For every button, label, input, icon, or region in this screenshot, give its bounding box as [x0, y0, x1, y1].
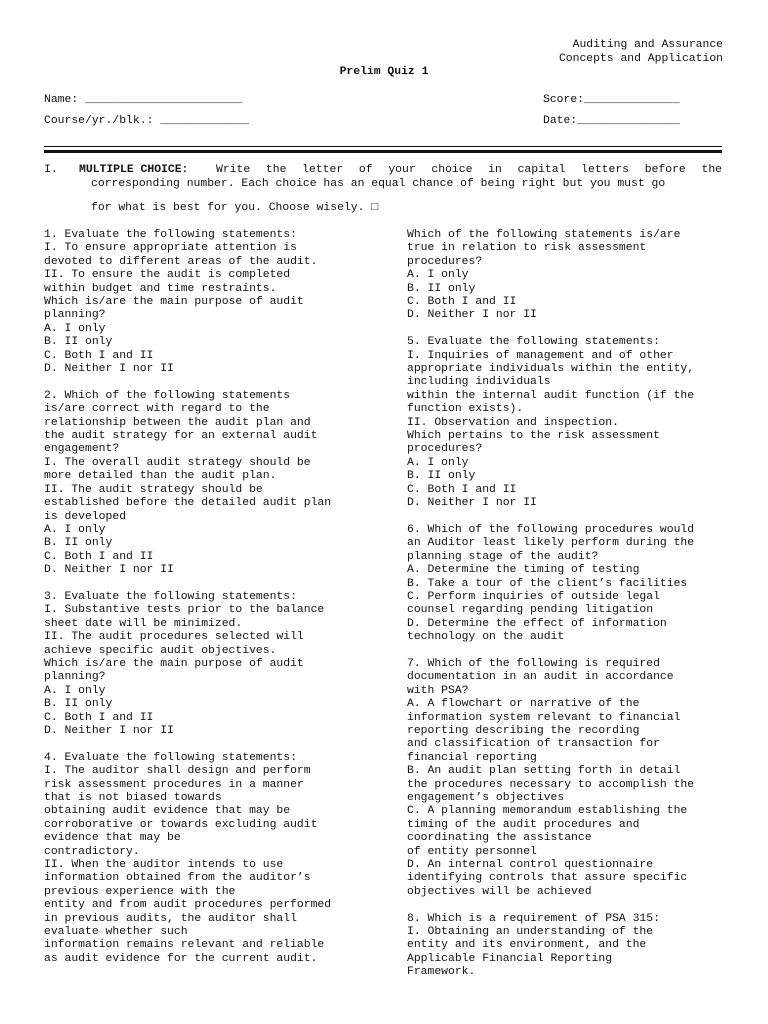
question-line: engagement? [44, 443, 120, 456]
question-line: C. A planning memorandum establishing the [407, 805, 688, 818]
name-field: Name: _______________________ [44, 94, 243, 106]
question-line: procedures? [407, 443, 483, 456]
question-line: and classification of transaction for [407, 738, 660, 751]
question-line: evidence that may be [44, 832, 181, 845]
question-line: as audit evidence for the current audit. [44, 952, 318, 965]
question-line: counsel regarding pending litigation [407, 604, 654, 617]
question-line: in previous audits, the auditor shall [44, 912, 297, 925]
question-line: information obtained from the auditor’s [44, 872, 311, 885]
question-line: true in relation to risk assessment [407, 242, 647, 255]
question-line: achieve specific audit objectives. [44, 644, 277, 657]
question-block [44, 390, 389, 578]
question-line: D. Determine the effect of information [407, 617, 667, 630]
question-line: planning? [44, 309, 106, 322]
question-line: B. II only [44, 698, 113, 711]
question-line: technology on the audit [407, 631, 565, 644]
question-line: the audit strategy for an external audit [44, 430, 318, 443]
question-line: reporting describing the recording [407, 724, 640, 737]
question-line: I. The auditor shall design and perform [44, 765, 311, 778]
question-line: is developed [44, 510, 127, 523]
question-line: B. II only [407, 470, 476, 483]
question-line: engagement’s objectives [407, 792, 565, 805]
question-line: II. When the auditor intends to use [44, 859, 284, 872]
question-line: C. Both I and II [407, 296, 517, 309]
question-line: A. I only [44, 322, 106, 335]
question-line: more detailed than the audit plan. [44, 470, 277, 483]
question-line: appropriate individuals within the entity, [407, 363, 695, 376]
question-line: identifying controls that assure specific [407, 872, 688, 885]
question-line: devoted to different areas of the audit. [44, 255, 318, 268]
question-line: II. The audit strategy should be [44, 483, 263, 496]
question-line: D. An internal control questionnaire [407, 859, 654, 872]
question-line: A. Determine the timing of testing [407, 564, 640, 577]
question-line: documentation in an audit in accordance [407, 671, 674, 684]
question-line: I. Inquiries of management and of other [407, 349, 674, 362]
question-line: II. Observation and inspection. [407, 416, 619, 429]
course-field: Course/yr./blk.: _____________ [44, 115, 250, 127]
question-line: Which pertains to the risk assessment [407, 430, 660, 443]
question-line: C. Perform inquiries of outside legal [407, 590, 660, 603]
question-line: A. A flowchart or narrative of the [407, 698, 640, 711]
question-line: B. An audit plan setting forth in detail [407, 765, 681, 778]
question-line: B. II only [407, 282, 476, 295]
question-line: I. Substantive tests prior to the balance [44, 604, 325, 617]
question-line: C. Both I and II [44, 711, 154, 724]
question-line: II. To ensure the audit is completed [44, 269, 291, 282]
question-line: 5. Evaluate the following statements: [407, 336, 660, 349]
question-line: D. Neither I nor II [407, 497, 537, 510]
question-line: A. I only [407, 269, 469, 282]
section-heading: MULTIPLE CHOICE: [79, 164, 189, 176]
score-field: Score:______________ [543, 94, 680, 106]
question-line: II. The audit procedures selected will [44, 631, 304, 644]
question-block [44, 591, 389, 738]
question-line: obtaining audit evidence that may be [44, 805, 291, 818]
question-line: risk assessment procedures in a manner [44, 778, 304, 791]
question-line: B. Take a tour of the client’s facilities [407, 577, 688, 590]
question-line: corroborative or towards excluding audit [44, 818, 318, 831]
question-line: evaluate whether such [44, 926, 188, 939]
question-line: 3. Evaluate the following statements: [44, 590, 297, 603]
question-line: D. Neither I nor II [44, 725, 174, 737]
question-line: B. II only [44, 537, 113, 550]
question-line: established before the detailed audit plan [44, 497, 332, 510]
divider-thick [44, 150, 722, 153]
question-line: entity and its environment, and the [407, 939, 647, 952]
question-line: timing of the audit procedures and [407, 818, 640, 831]
question-line: A. I only [44, 684, 106, 697]
question-line: entity and from audit procedures performed [44, 899, 332, 912]
question-line: the procedures necessary to accomplish the [407, 778, 695, 791]
question-line: Which of the following statements is/are [407, 229, 681, 241]
question-line: procedures? [407, 255, 483, 268]
question-line: within the internal audit function (if the [407, 389, 695, 402]
question-line: planning stage of the audit? [407, 550, 599, 563]
question-block [407, 658, 727, 899]
question-line: Which is/are the main purpose of audit [44, 657, 304, 670]
question-line: of entity personnel [407, 845, 537, 858]
question-line: previous experience with the [44, 885, 236, 898]
question-line: planning? [44, 671, 106, 684]
question-line: coordinating the assistance [407, 832, 592, 845]
question-block [44, 752, 389, 967]
question-line: Which is/are the main purpose of audit [44, 296, 304, 309]
question-line: is/are correct with regard to the [44, 403, 270, 416]
question-line: 4. Evaluate the following statements: [44, 751, 297, 764]
left-question-column [44, 229, 389, 980]
instruction-line-2: corresponding number. Each choice has an equal chance of being right but you must go [91, 178, 666, 190]
date-field: Date:_______________ [543, 115, 680, 127]
question-line: I. The overall audit strategy should be [44, 456, 311, 469]
question-line: B. II only [44, 336, 113, 349]
question-line: C. Both I and II [44, 349, 154, 362]
question-line: I. Obtaining an understanding of the [407, 926, 654, 939]
subject-line-1: Auditing and Assurance [572, 39, 723, 51]
question-line: I. To ensure appropriate attention is [44, 242, 297, 255]
question-line: D. Neither I nor II [44, 564, 174, 577]
question-line: within budget and time restraints. [44, 282, 277, 295]
question-line: function exists). [407, 403, 524, 416]
question-line: 8. Which is a requirement of PSA 315: [407, 912, 660, 925]
question-line: objectives will be achieved [407, 885, 592, 898]
question-line: financial reporting [407, 751, 537, 764]
right-question-column [407, 229, 727, 993]
question-line: relationship between the audit plan and [44, 416, 311, 429]
question-line: 7. Which of the following is required [407, 657, 660, 670]
instruction-line-3: for what is best for you. Choose wisely. □ [91, 202, 379, 214]
question-line: 1. Evaluate the following statements: [44, 229, 297, 241]
question-line: an Auditor least likely perform during the [407, 537, 695, 550]
question-line: information system relevant to financial [407, 711, 681, 724]
divider-thin [44, 146, 722, 147]
instruction-line-1: Write the letter of your choice in capital letters before the [216, 164, 722, 176]
question-line: sheet date will be minimized. [44, 617, 243, 630]
question-block [407, 524, 727, 645]
question-line: 2. Which of the following statements [44, 389, 291, 402]
question-line: Applicable Financial Reporting [407, 952, 613, 965]
question-line: D. Neither I nor II [44, 363, 174, 376]
quiz-title: Prelim Quiz 1 [339, 66, 429, 78]
question-line: D. Neither I nor II [407, 309, 537, 322]
question-line: including individuals [407, 376, 551, 389]
question-block [407, 913, 727, 980]
question-line: information remains relevant and reliable [44, 939, 325, 952]
question-line: 6. Which of the following procedures would [407, 523, 695, 536]
question-block [407, 229, 727, 323]
question-line: contradictory. [44, 845, 140, 858]
question-line: that is not biased towards [44, 792, 222, 805]
question-block [407, 336, 727, 510]
question-line: Framework. [407, 966, 476, 979]
section-numeral: I. [44, 164, 58, 176]
subject-line-2: Concepts and Application [558, 53, 723, 65]
question-line: C. Both I and II [44, 550, 154, 563]
question-line: A. I only [44, 523, 106, 536]
question-line: C. Both I and II [407, 483, 517, 496]
question-line: A. I only [407, 456, 469, 469]
question-block [44, 229, 389, 376]
question-line: with PSA? [407, 684, 469, 697]
